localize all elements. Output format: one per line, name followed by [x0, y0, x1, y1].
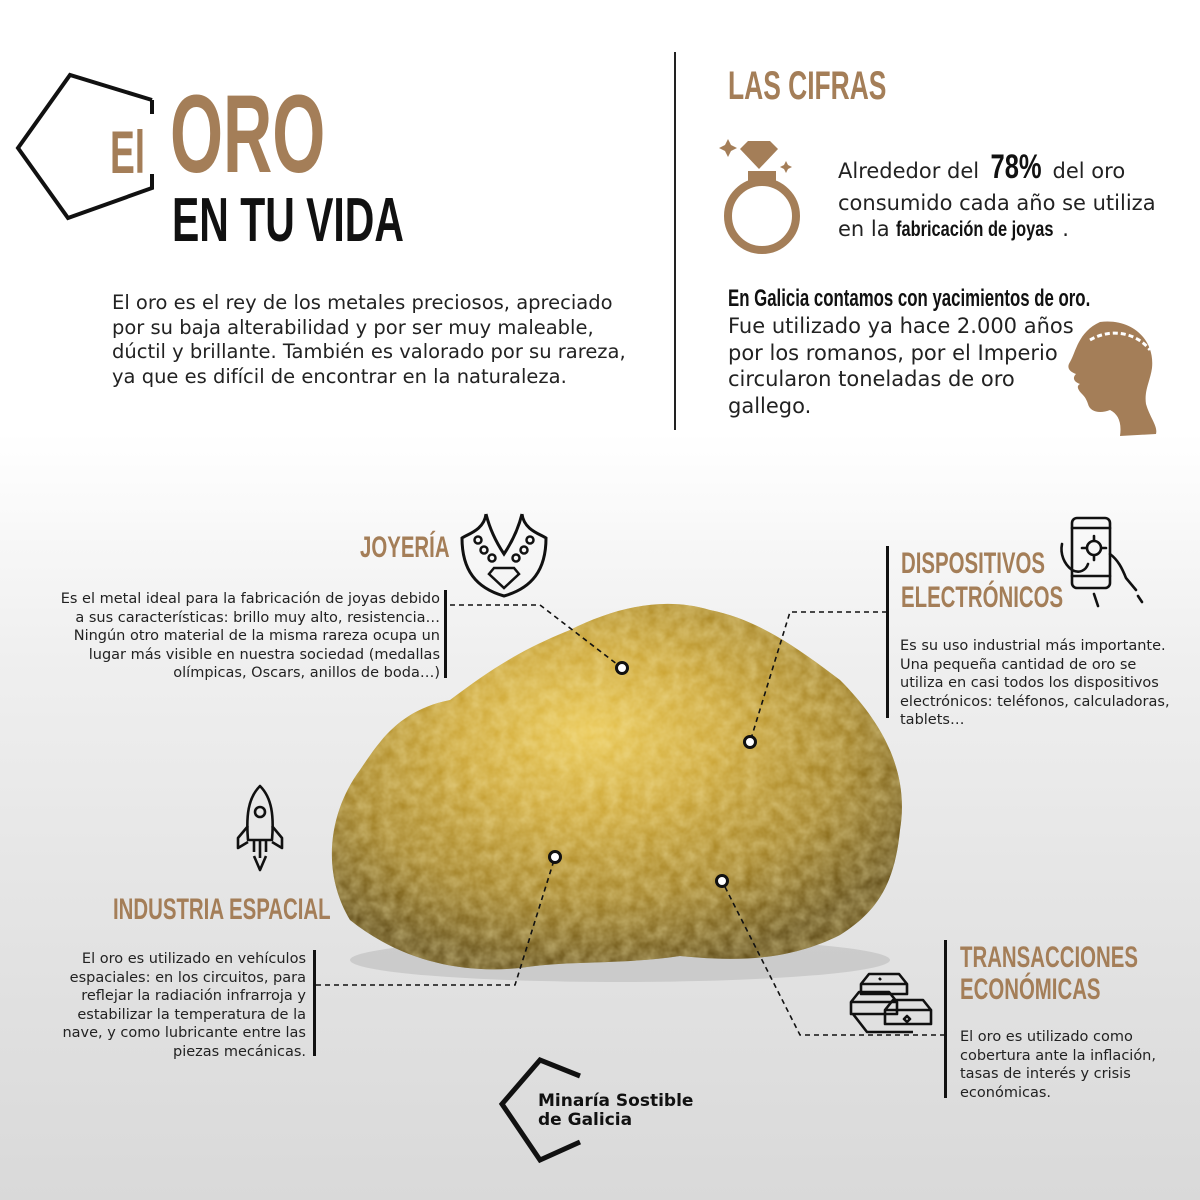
joyeria-text: Es el metal ideal para la fabricación de joyas debido a sus características: brillo muy alto, resistencia… Ningún otro material de la misma rareza ocupa un lugar más visible en nuestra sociedad (medallas olímpicas, Oscars, anillos de boda…) — [60, 591, 440, 682]
title-oro: ORO — [170, 73, 326, 196]
joyeria-title: JOYERÍA — [360, 531, 450, 564]
marker-dispositivos — [743, 735, 757, 749]
transacciones-title-1: TRANSACCIONES — [960, 941, 1138, 974]
marker-transacciones — [715, 874, 729, 888]
galicia-headline: En Galicia contamos con yacimientos de oro. — [728, 285, 1091, 312]
title-el: El — [110, 119, 146, 186]
rocket-icon — [232, 782, 288, 874]
cifras-text-pre: Alrededor del — [838, 159, 986, 183]
percent-value: 78% — [990, 148, 1042, 186]
dispositivos-title-2: ELECTRÓNICOS — [901, 581, 1064, 614]
espacial-text: El oro es utilizado en vehículos espaciales: en los circuitos, para reflejar la radiación infrarroja y estabilizar la temperatura de la nave, y como lubricante entre las piezas mecánicas. — [62, 951, 306, 1060]
espacial-bar — [313, 950, 316, 1056]
dispositivos-text: Es su uso industrial más importante. Una pequeña cantidad de oro se utiliza en casi todos los dispositivos electrónicos: teléfonos, calculadoras, tablets… — [900, 638, 1170, 729]
logo-line-1: Minaría Sostible — [538, 1091, 694, 1111]
marker-espacial — [548, 850, 562, 864]
necklace-icon — [456, 510, 552, 600]
dispositivos-bar — [886, 546, 889, 718]
cifras-highlight: fabricación de joyas — [896, 218, 1054, 242]
cifras-title: LAS CIFRAS — [728, 64, 887, 108]
dispositivos-title-1: DISPOSITIVOS — [901, 547, 1045, 580]
marker-joyeria — [615, 661, 629, 675]
gold-bars-icon — [845, 968, 941, 1038]
intro-text: El oro es el rey de los metales preciosos, apreciado por su baja alterabilidad y por ser muy maleable, dúctil y brillante. También es valorado por su rareza, ya que es difícil de encontrar en la naturaleza. — [112, 291, 626, 388]
galicia-text: Fue utilizado ya hace 2.000 años por los romanos, por el Imperio circularon toneladas de oro gallego. — [728, 314, 1074, 418]
cifras-end: . — [1062, 217, 1069, 242]
logo-line-2: de Galicia — [538, 1109, 633, 1130]
cifras-text-post: del oro consumido cada año se utiliza en la — [838, 159, 1156, 242]
espacial-title: INDUSTRIA ESPACIAL — [113, 893, 331, 926]
transacciones-text: El oro es utilizado como cobertura ante la inflación, tasas de interés y crisis económicas. — [960, 1029, 1156, 1101]
phone-hand-icon — [1058, 514, 1148, 610]
title-vida: EN TU VIDA — [172, 186, 404, 255]
transacciones-title-2: ECONÓMICAS — [960, 973, 1101, 1006]
transacciones-bar — [944, 940, 947, 1098]
joyeria-bar — [444, 590, 447, 678]
logo-text — [538, 1092, 693, 1129]
